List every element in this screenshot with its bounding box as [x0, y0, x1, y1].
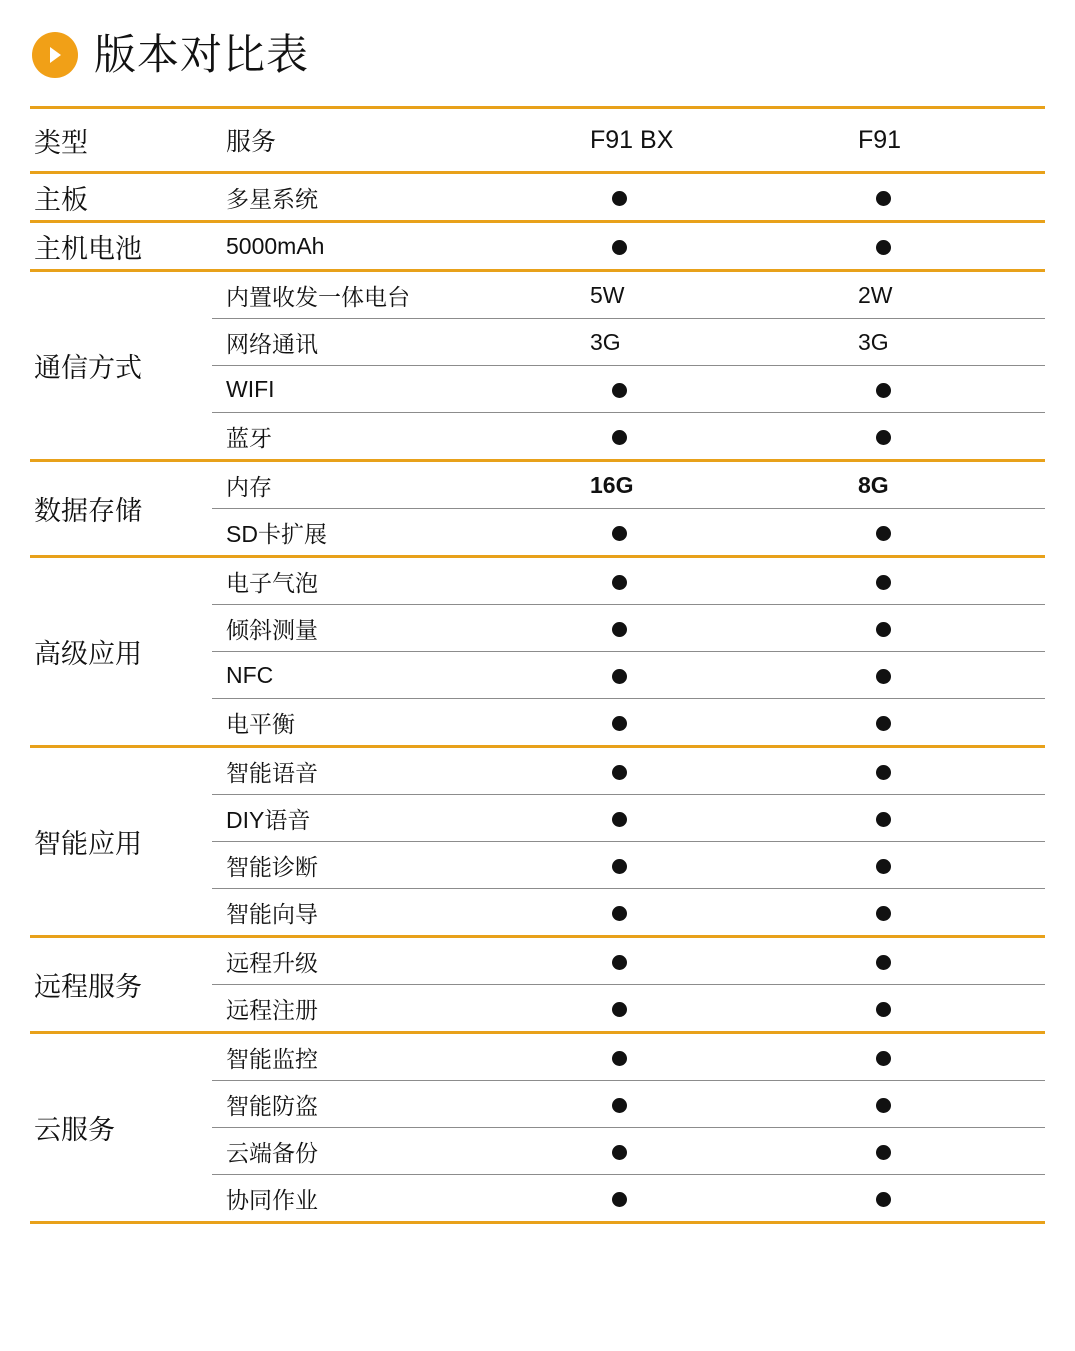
- cell-bx: [580, 889, 850, 937]
- service-label: 电子气泡: [212, 557, 580, 605]
- cell-bx: [580, 605, 850, 652]
- table-row: [30, 1033, 1045, 1081]
- supported-dot-icon: [876, 1145, 891, 1160]
- table-row: [30, 173, 1045, 222]
- supported-dot-icon: [612, 859, 627, 874]
- supported-dot-icon: [612, 716, 627, 731]
- supported-dot-icon: [876, 383, 891, 398]
- cell-bx: [580, 1033, 850, 1081]
- table-row: [30, 747, 1045, 795]
- service-label: 智能防盗: [212, 1081, 580, 1128]
- service-label: WIFI: [212, 366, 580, 413]
- service-label: 智能语音: [212, 747, 580, 795]
- cell-f91: [850, 652, 1045, 699]
- service-label: 协同作业: [212, 1175, 580, 1222]
- cell-bx: [580, 413, 850, 461]
- cell-bx: [580, 509, 850, 557]
- cell-value-text: 3G: [590, 328, 621, 355]
- header-f91: F91: [850, 108, 1045, 173]
- supported-dot-icon: [612, 240, 627, 255]
- cell-f91: [850, 985, 1045, 1033]
- supported-dot-icon: [612, 1145, 627, 1160]
- supported-dot-icon: [612, 812, 627, 827]
- service-label: SD卡扩展: [212, 509, 580, 557]
- cell-f91: [850, 222, 1045, 271]
- cell-f91: [850, 319, 1045, 366]
- header-f91bx: F91 BX: [580, 108, 850, 173]
- service-label: 智能向导: [212, 889, 580, 937]
- supported-dot-icon: [612, 955, 627, 970]
- category-label: 远程服务: [30, 937, 212, 1033]
- supported-dot-icon: [876, 859, 891, 874]
- category-label: 主板: [30, 173, 212, 222]
- supported-dot-icon: [612, 1002, 627, 1017]
- cell-bx: [580, 222, 850, 271]
- page-header: [30, 18, 1045, 92]
- cell-f91: [850, 509, 1045, 557]
- category-label: 通信方式: [30, 271, 212, 461]
- cell-f91: [850, 889, 1045, 937]
- category-label: 云服务: [30, 1033, 212, 1222]
- header-type: 类型: [30, 108, 212, 173]
- cell-f91: [850, 842, 1045, 889]
- cell-bx: [580, 173, 850, 222]
- cell-value-text: 3G: [858, 328, 889, 355]
- cell-bx: [580, 1175, 850, 1222]
- cell-bx: [580, 461, 850, 509]
- cell-f91: [850, 937, 1045, 985]
- service-label: 多星系统: [212, 173, 580, 222]
- supported-dot-icon: [612, 1051, 627, 1066]
- supported-dot-icon: [876, 765, 891, 780]
- supported-dot-icon: [612, 1192, 627, 1207]
- supported-dot-icon: [612, 526, 627, 541]
- supported-dot-icon: [876, 955, 891, 970]
- cell-f91: [850, 173, 1045, 222]
- cell-f91: [850, 1128, 1045, 1175]
- supported-dot-icon: [612, 765, 627, 780]
- service-label: 倾斜测量: [212, 605, 580, 652]
- supported-dot-icon: [876, 240, 891, 255]
- supported-dot-icon: [876, 1098, 891, 1113]
- cell-f91: [850, 699, 1045, 747]
- cell-f91: [850, 795, 1045, 842]
- supported-dot-icon: [612, 622, 627, 637]
- chevron-right-icon: [32, 32, 78, 78]
- category-label: 主机电池: [30, 222, 212, 271]
- supported-dot-icon: [876, 1192, 891, 1207]
- cell-bx: [580, 271, 850, 319]
- service-label: DIY语音: [212, 795, 580, 842]
- supported-dot-icon: [876, 1002, 891, 1017]
- table-row: [30, 937, 1045, 985]
- table-row: [30, 271, 1045, 319]
- supported-dot-icon: [612, 430, 627, 445]
- page-title: 版本对比表: [94, 31, 310, 78]
- supported-dot-icon: [876, 1051, 891, 1066]
- cell-bx: [580, 842, 850, 889]
- cell-f91: [850, 366, 1045, 413]
- supported-dot-icon: [876, 191, 891, 206]
- supported-dot-icon: [612, 669, 627, 684]
- cell-f91: [850, 413, 1045, 461]
- cell-value-text: 8G: [858, 471, 889, 498]
- service-label: 云端备份: [212, 1128, 580, 1175]
- supported-dot-icon: [612, 906, 627, 921]
- cell-bx: [580, 747, 850, 795]
- supported-dot-icon: [876, 906, 891, 921]
- supported-dot-icon: [876, 575, 891, 590]
- cell-bx: [580, 652, 850, 699]
- cell-f91: [850, 271, 1045, 319]
- table-row: [30, 557, 1045, 605]
- service-label: 内存: [212, 461, 580, 509]
- supported-dot-icon: [876, 669, 891, 684]
- cell-bx: [580, 557, 850, 605]
- supported-dot-icon: [612, 383, 627, 398]
- header-service: 服务: [212, 108, 580, 173]
- service-label: 智能监控: [212, 1033, 580, 1081]
- cell-bx: [580, 319, 850, 366]
- supported-dot-icon: [612, 575, 627, 590]
- supported-dot-icon: [612, 191, 627, 206]
- cell-f91: [850, 747, 1045, 795]
- supported-dot-icon: [876, 622, 891, 637]
- cell-value-text: 5W: [590, 281, 625, 308]
- table-row: [30, 461, 1045, 509]
- service-label: 网络通讯: [212, 319, 580, 366]
- supported-dot-icon: [612, 1098, 627, 1113]
- service-label: 蓝牙: [212, 413, 580, 461]
- cell-bx: [580, 795, 850, 842]
- cell-value-text: 16G: [590, 471, 634, 498]
- category-label: 智能应用: [30, 747, 212, 937]
- cell-f91: [850, 1081, 1045, 1128]
- supported-dot-icon: [876, 812, 891, 827]
- service-label: 5000mAh: [212, 222, 580, 271]
- cell-bx: [580, 699, 850, 747]
- service-label: 内置收发一体电台: [212, 271, 580, 319]
- category-label: 数据存储: [30, 461, 212, 557]
- table-row: [30, 222, 1045, 271]
- cell-bx: [580, 366, 850, 413]
- version-comparison-table: [30, 106, 1045, 1221]
- service-label: 智能诊断: [212, 842, 580, 889]
- cell-bx: [580, 937, 850, 985]
- cell-f91: [850, 1033, 1045, 1081]
- service-label: 远程升级: [212, 937, 580, 985]
- cell-bx: [580, 1081, 850, 1128]
- cell-bx: [580, 985, 850, 1033]
- service-label: 电平衡: [212, 699, 580, 747]
- cell-value-text: 2W: [858, 281, 893, 308]
- supported-dot-icon: [876, 430, 891, 445]
- table-bottom-rule: [30, 1221, 1045, 1224]
- service-label: 远程注册: [212, 985, 580, 1033]
- cell-f91: [850, 557, 1045, 605]
- table-header-row: [30, 108, 1045, 173]
- supported-dot-icon: [876, 526, 891, 541]
- cell-bx: [580, 1128, 850, 1175]
- service-label: NFC: [212, 652, 580, 699]
- supported-dot-icon: [876, 716, 891, 731]
- cell-f91: [850, 461, 1045, 509]
- category-label: 高级应用: [30, 557, 212, 747]
- table-body: [30, 108, 1045, 1222]
- cell-f91: [850, 605, 1045, 652]
- cell-f91: [850, 1175, 1045, 1222]
